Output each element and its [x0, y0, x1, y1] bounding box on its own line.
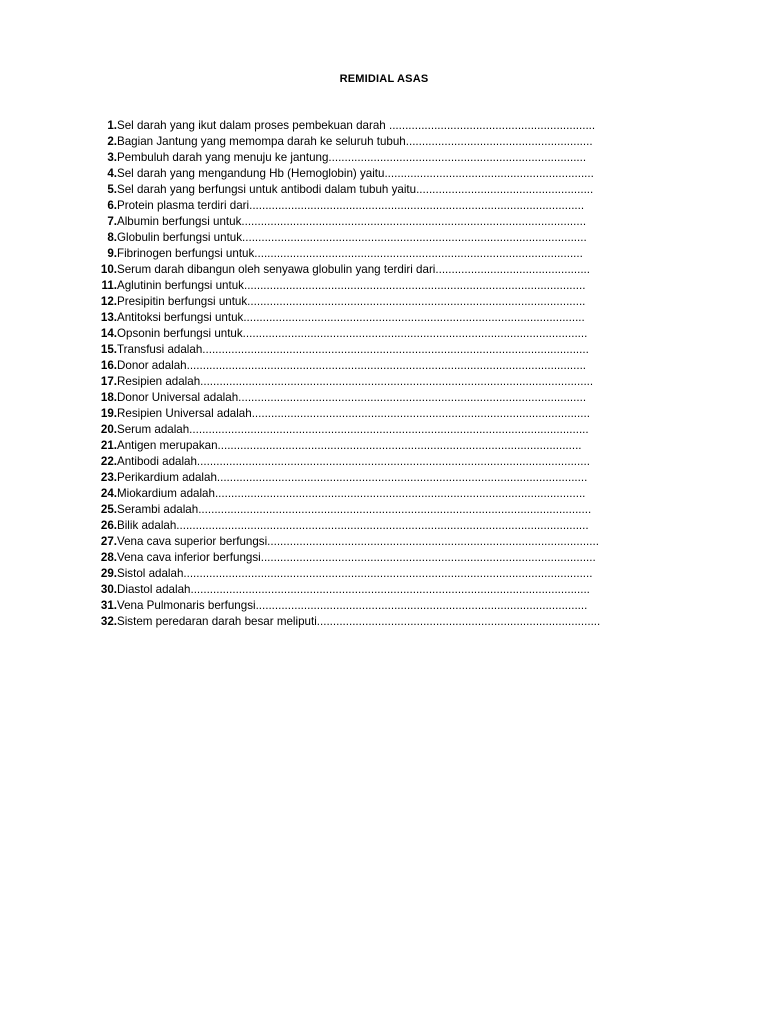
question-item — [88, 454, 678, 470]
question-text: Diastol adalah............................................................................................................................ — [117, 583, 590, 596]
question-number — [88, 342, 117, 358]
question-item — [88, 278, 678, 294]
question-number-label: 28. — [100, 551, 117, 564]
question-item — [88, 598, 678, 614]
question-number-label: 21. — [100, 439, 117, 452]
question-text: Bagian Jantung yang memompa darah ke seluruh tubuh.......................................................... — [117, 135, 593, 148]
question-number-label: 24. — [100, 487, 117, 500]
question-text: Miokardium adalah................................................................................................................... — [117, 487, 586, 500]
question-item — [88, 118, 678, 134]
question-text: Aglutinin berfungsi untuk.......................................................................................................... — [117, 279, 586, 292]
question-number-label: 26. — [100, 519, 117, 532]
question-number-label: 2. — [107, 135, 117, 148]
question-text: Vena cava superior berfungsi....................................................................................................... — [117, 535, 599, 548]
question-number — [88, 198, 117, 214]
question-number — [88, 182, 117, 198]
question-number — [88, 614, 117, 630]
question-text: Antigen merupakan................................................................................................................. — [117, 439, 582, 452]
question-number — [88, 246, 117, 262]
question-text: Resipien adalah.......................................................................................................................... — [117, 375, 594, 388]
question-number — [88, 214, 117, 230]
question-text: Pembuluh darah yang menuju ke jantung................................................................................ — [117, 151, 587, 164]
question-text: Sistol adalah............................................................................................................................... — [117, 567, 593, 580]
question-text: Protein plasma terdiri dari........................................................................................................ — [117, 199, 585, 212]
question-number — [88, 422, 117, 438]
question-item — [88, 470, 678, 486]
question-number-label: 6. — [107, 199, 117, 212]
question-item — [88, 374, 678, 390]
question-item — [88, 310, 678, 326]
question-number-label: 15. — [100, 343, 117, 356]
question-number — [88, 134, 117, 150]
question-text: Sistem peredaran darah besar meliputi........................................................................................ — [117, 615, 601, 628]
question-item — [88, 326, 678, 342]
question-text: Serum darah dibangun oleh senyawa globulin yang terdiri dari................................................ — [117, 263, 591, 276]
question-number — [88, 550, 117, 566]
question-item — [88, 518, 678, 534]
question-item — [88, 294, 678, 310]
question-text: Opsonin berfungsi untuk........................................................................................................... — [117, 327, 588, 340]
question-item — [88, 582, 678, 598]
page-title: REMIDIAL ASAS — [339, 73, 429, 85]
question-item — [88, 134, 678, 150]
question-number — [88, 502, 117, 518]
question-text: Perikardium adalah................................................................................................................... — [117, 471, 588, 484]
question-number-label: 30. — [100, 583, 117, 596]
question-text: Globulin berfungsi untuk........................................................................................................... — [117, 231, 587, 244]
question-number-label: 14. — [100, 327, 117, 340]
question-item — [88, 550, 678, 566]
question-item — [88, 150, 678, 166]
question-number-label: 19. — [100, 407, 117, 420]
question-text: Fibrinogen berfungsi untuk...................................................................................................... — [117, 247, 583, 260]
question-number — [88, 310, 117, 326]
question-number — [88, 566, 117, 582]
question-number-label: 27. — [100, 535, 117, 548]
question-number — [88, 486, 117, 502]
question-number-label: 5. — [107, 183, 117, 196]
question-number-label: 11. — [101, 279, 117, 292]
question-item — [88, 438, 678, 454]
question-text: Vena cava inferior berfungsi........................................................................................................ — [117, 551, 596, 564]
question-number-label: 17. — [100, 375, 117, 388]
question-number — [88, 262, 117, 278]
question-number — [88, 150, 117, 166]
question-number-label: 23. — [100, 471, 117, 484]
question-text: Bilik adalah................................................................................................................................ — [117, 519, 589, 532]
question-number — [88, 438, 117, 454]
question-item — [88, 422, 678, 438]
question-number-label: 10. — [100, 263, 117, 276]
question-number-label: 25. — [100, 503, 117, 516]
question-item — [88, 182, 678, 198]
question-number-label: 18. — [100, 391, 117, 404]
question-number-label: 7. — [107, 215, 117, 228]
question-item — [88, 262, 678, 278]
question-text: Sel darah yang mengandung Hb (Hemoglobin) yaitu................................................................. — [117, 167, 594, 180]
question-number — [88, 518, 117, 534]
question-number-label: 20. — [100, 423, 117, 436]
question-item — [88, 358, 678, 374]
question-item — [88, 614, 678, 630]
question-item — [88, 166, 678, 182]
question-number — [88, 406, 117, 422]
question-number — [88, 278, 117, 294]
question-text: Sel darah yang ikut dalam proses pembekuan darah ................................................................ — [117, 119, 596, 132]
question-number-label: 8. — [107, 231, 117, 244]
question-number-label: 32. — [100, 615, 117, 628]
question-number — [88, 454, 117, 470]
question-item — [88, 406, 678, 422]
question-number-label: 12. — [100, 295, 117, 308]
question-item — [88, 502, 678, 518]
question-text: Sel darah yang berfungsi untuk antibodi dalam tubuh yaitu....................................................... — [117, 183, 594, 196]
question-number-label: 3. — [107, 151, 117, 164]
question-list — [88, 118, 678, 630]
question-number — [88, 118, 117, 134]
question-number — [88, 582, 117, 598]
question-text: Donor adalah............................................................................................................................ — [117, 359, 587, 372]
question-number-label: 4. — [107, 167, 117, 180]
question-item — [88, 230, 678, 246]
question-number — [88, 294, 117, 310]
question-number-label: 16. — [100, 359, 117, 372]
question-item — [88, 246, 678, 262]
question-text: Serambi adalah.......................................................................................................................... — [117, 503, 592, 516]
question-text: Transfusi adalah........................................................................................................................ — [117, 343, 589, 356]
question-item — [88, 342, 678, 358]
question-number-label: 22. — [100, 455, 117, 468]
question-number-label: 1. — [107, 119, 117, 132]
question-number-label: 31. — [100, 599, 117, 612]
question-item — [88, 214, 678, 230]
question-number-label: 9. — [107, 247, 117, 260]
question-text: Albumin berfungsi untuk........................................................................................................... — [117, 215, 587, 228]
question-number — [88, 166, 117, 182]
question-number — [88, 230, 117, 246]
question-number — [88, 534, 117, 550]
question-number — [88, 390, 117, 406]
question-text: Vena Pulmonaris berfungsi....................................................................................................... — [117, 599, 588, 612]
question-item — [88, 566, 678, 582]
question-item — [88, 198, 678, 214]
question-number — [88, 374, 117, 390]
question-text: Antibodi adalah.......................................................................................................................... — [117, 455, 590, 468]
question-text: Resipien Universal adalah......................................................................................................... — [117, 407, 590, 420]
question-item — [88, 534, 678, 550]
question-number-label: 29. — [100, 567, 117, 580]
question-number — [88, 598, 117, 614]
question-text: Serum adalah............................................................................................................................ — [117, 423, 589, 436]
question-item — [88, 390, 678, 406]
question-number — [88, 326, 117, 342]
question-number — [88, 358, 117, 374]
question-number — [88, 470, 117, 486]
question-item — [88, 486, 678, 502]
question-number-label: 13. — [100, 311, 117, 324]
question-text: Donor Universal adalah............................................................................................................ — [117, 391, 587, 404]
question-text: Presipitin berfungsi untuk......................................................................................................... — [117, 295, 586, 308]
question-text: Antitoksi berfungsi untuk.......................................................................................................... — [117, 311, 585, 324]
